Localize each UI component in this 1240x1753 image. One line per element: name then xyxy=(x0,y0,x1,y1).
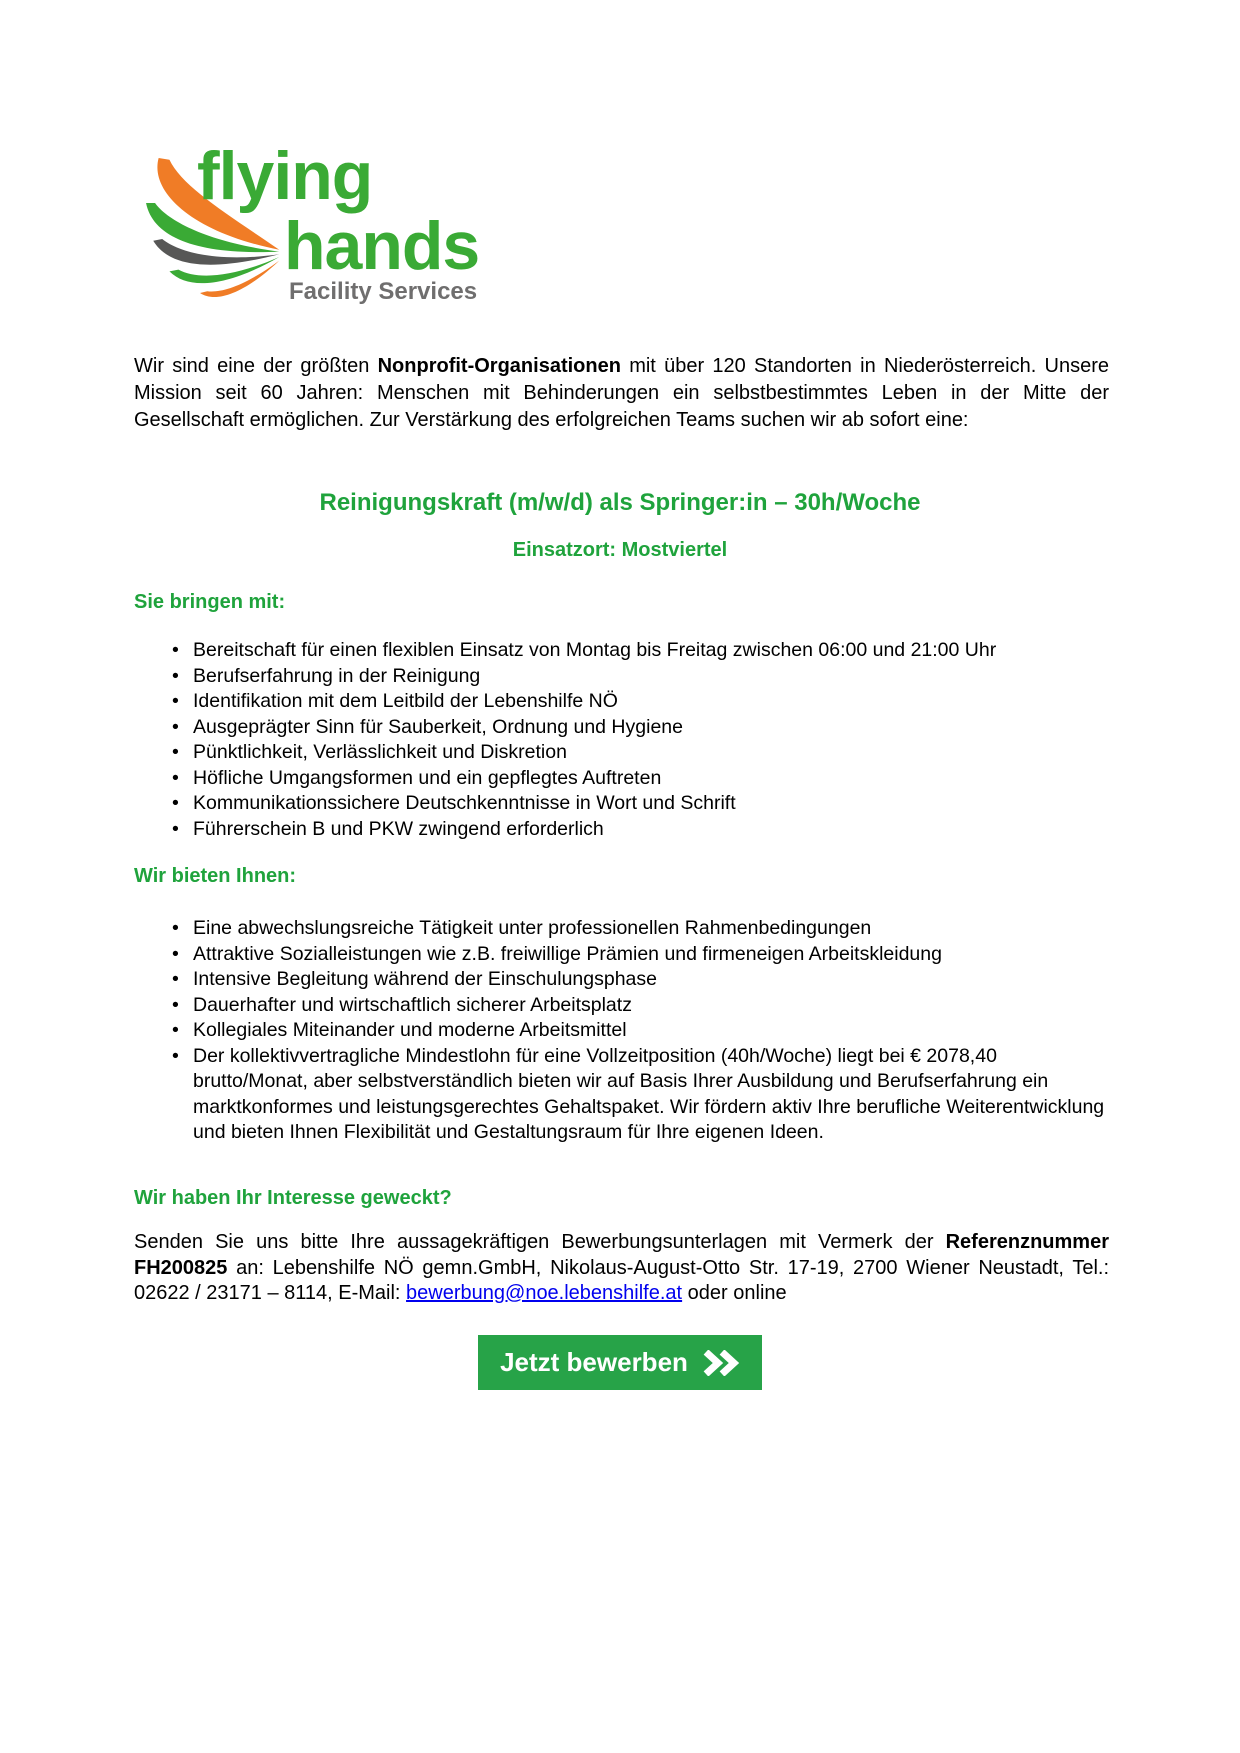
logo-word-flying: flying xyxy=(197,138,373,214)
section-heading-requirements: Sie bringen mit: xyxy=(134,591,286,613)
flying-hands-logo xyxy=(140,138,520,318)
reference-number: Referenznummer FH200825 xyxy=(134,1231,1109,1279)
logo-word-hands: hands xyxy=(284,208,480,284)
job-title: Reinigungskraft (m/w/d) als Springer:in – 30h/Woche xyxy=(319,489,921,516)
email-link[interactable]: bewerbung@noe.lebenshilfe.at xyxy=(406,1282,683,1304)
list-item: • Führerschein B und PKW zwingend erforderlich xyxy=(193,817,1109,843)
application-paragraph xyxy=(134,1230,1109,1307)
apply-now-label: Jetzt bewerben xyxy=(500,1347,688,1377)
list-item: • Berufserfahrung in der Reinigung xyxy=(193,664,1109,690)
list-item: • Identifikation mit dem Leitbild der Lebenshilfe NÖ xyxy=(193,689,1109,715)
list-item: • Kommunikationssichere Deutschkenntnisse in Wort und Schrift xyxy=(193,791,1109,817)
list-item: • Pünktlichkeit, Verlässlichkeit und Diskretion xyxy=(193,740,1109,766)
list-item: • Kollegiales Miteinander und moderne Arbeitsmittel xyxy=(193,1018,1109,1044)
list-item: • Ausgeprägter Sinn für Sauberkeit, Ordnung und Hygiene xyxy=(193,715,1109,741)
application-text-3: oder online xyxy=(682,1282,787,1304)
section-heading-interest: Wir haben Ihr Interesse geweckt? xyxy=(134,1187,452,1209)
requirements-list xyxy=(134,638,1109,842)
application-text-1: Senden Sie uns bitte Ihre aussagekräftigen Bewerbungsunterlagen mit Vermerk der xyxy=(134,1231,946,1253)
list-item: • Bereitschaft für einen flexiblen Einsatz von Montag bis Freitag zwischen 06:00 und 21:00 Uhr xyxy=(193,638,1109,664)
list-item: • Intensive Begleitung während der Einschulungsphase xyxy=(193,967,1109,993)
intro-paragraph xyxy=(134,353,1109,434)
list-item: • Höfliche Umgangsformen und ein gepflegtes Auftreten xyxy=(193,766,1109,792)
list-item: • Dauerhafter und wirtschaftlich sicherer Arbeitsplatz xyxy=(193,993,1109,1019)
application-text-2: an: Lebenshilfe NÖ gemn.GmbH, Nikolaus-August-Otto Str. 17-19, 2700 Wiener Neustadt, Tel.: 02622 / 23171 – 8114, E-Mail: xyxy=(134,1256,1109,1304)
section-heading-offer: Wir bieten Ihnen: xyxy=(134,865,297,887)
list-item: • Der kollektivvertragliche Mindestlohn für eine Vollzeitposition (40h/Woche) liegt bei € 2078,40 brutto/Monat, aber selbstverständlich bieten wir auf Basis Ihrer Ausbildung und Berufserfahrung ein marktkonformes und leistungsgerechtes Gehaltspaket. Wir fördern aktiv Ihre berufliche Weiterentwicklung und bieten Ihnen Flexibilität und Gestaltungsraum für Ihre eigenen Ideen. xyxy=(193,1044,1109,1146)
list-item: • Eine abwechslungsreiche Tätigkeit unter professionellen Rahmenbedingungen xyxy=(193,916,1109,942)
apply-now-button[interactable] xyxy=(478,1335,762,1390)
offer-list xyxy=(134,916,1109,1146)
intro-bold: Nonprofit-Organisationen xyxy=(377,355,621,377)
logo-tagline: Facility Services xyxy=(289,278,478,305)
list-item: • Attraktive Sozialleistungen wie z.B. freiwillige Prämien und firmeneigen Arbeitskleidung xyxy=(193,942,1109,968)
job-location: Einsatzort: Mostviertel xyxy=(512,539,728,561)
intro-text-2: mit über 120 Standorten in Niederösterreich. Unsere Mission seit 60 Jahren: Menschen mit Behinderungen ein selbstbestimmtes Leben in der Mitte der Gesellschaft ermöglichen. Zur Verstärkung des erfolgreichen Teams suchen wir ab sofort eine: xyxy=(134,355,1109,431)
cta-row xyxy=(0,1335,1240,1390)
intro-text-1: Wir sind eine der größten xyxy=(134,355,378,377)
double-chevron-right-icon xyxy=(702,1350,740,1376)
